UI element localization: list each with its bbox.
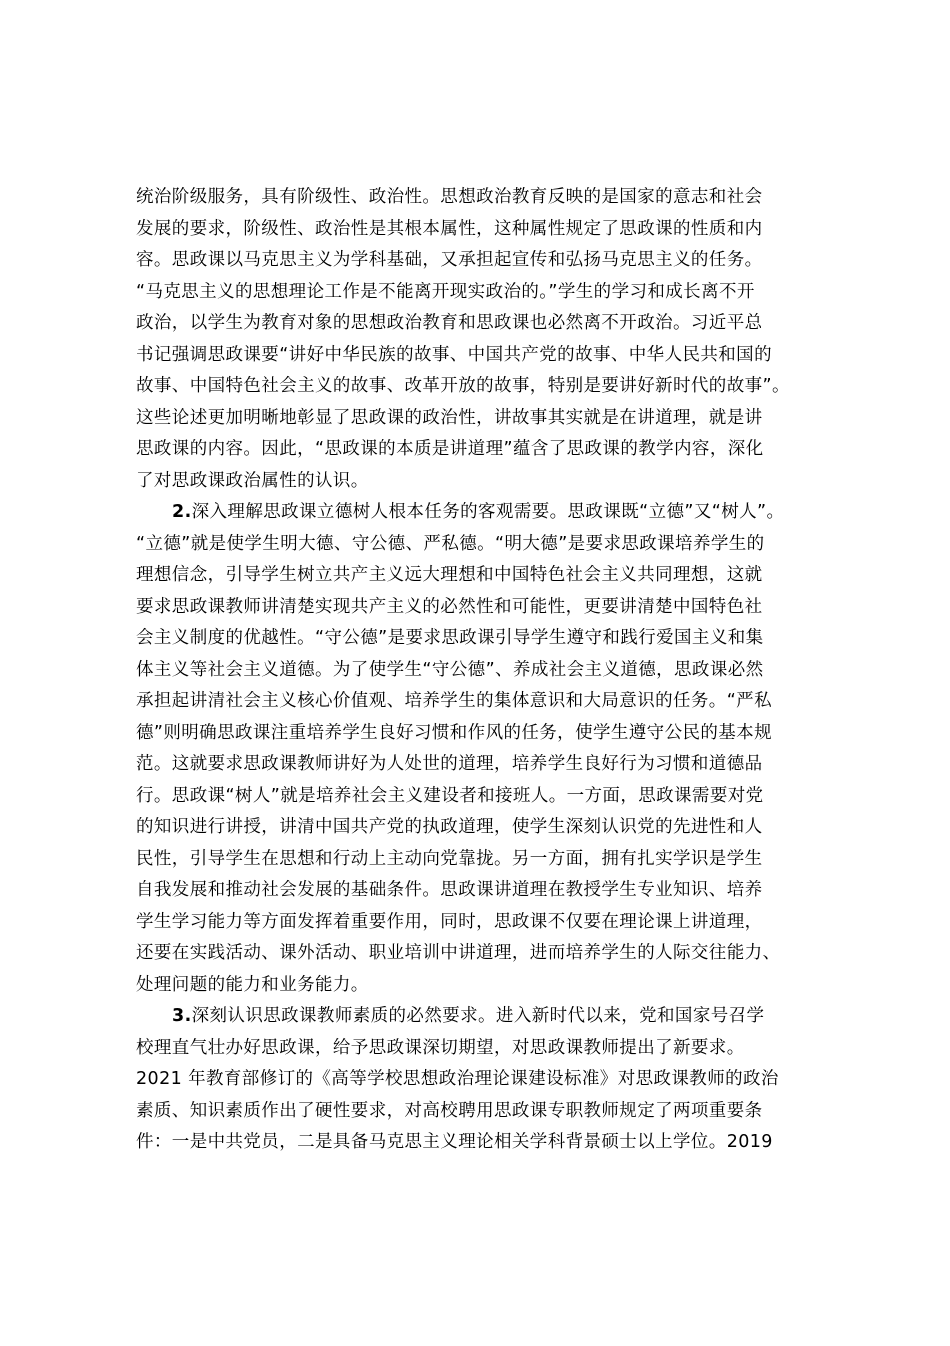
text-line: 承担起讲清社会主义核心价值观、培养学生的集体意识和大局意识的任务。“严私 <box>136 691 772 711</box>
text-line: 校理直气壮办好思政课，给予思政课深切期望，对思政课教师提出了新要求。 <box>136 1037 745 1058</box>
text-line: 的知识进行讲授，讲清中国共产党的执政道理，使学生深刻认识党的先进性和人 <box>136 817 763 837</box>
paragraph-2 <box>136 497 826 1001</box>
paragraph-1 <box>136 182 826 497</box>
text-line: 民性，引导学生在思想和行动上主动向党靠拢。另一方面，拥有扎实学识是学生 <box>136 848 763 869</box>
text-line-content: 深入理解思政课立德树人根本任务的客观需要。思政课既“立德”又“树人”。 <box>191 502 785 522</box>
paragraph-number: 2. <box>172 502 192 522</box>
text-line <box>136 1001 826 1033</box>
paragraph-number: 3. <box>172 1006 192 1026</box>
text-line: 统治阶级服务，具有阶级性、政治性。思想政治教育反映的是国家的意志和社会 <box>136 187 763 207</box>
text-line: 体主义等社会主义道德。为了使学生“守公德”、养成社会主义道德，思政课必然 <box>136 659 764 680</box>
text-line: “立德”就是使学生明大德、守公德、严私德。“明大德”是要求思政课培养学生的 <box>136 533 765 554</box>
text-line-content: 深刻认识思政课教师素质的必然要求。进入新时代以来，党和国家号召学 <box>191 1006 765 1026</box>
text-line: 书记强调思政课要“讲好中华民族的故事、中国共产党的故事、中华人民共和国的 <box>136 344 772 365</box>
text-line: 自我发展和推动社会发展的基础条件。思政课讲道理在教授学生专业知识、培养 <box>136 880 763 900</box>
text-line: 会主义制度的优越性。“守公德”是要求思政课引导学生遵守和践行爱国主义和集 <box>136 628 764 648</box>
text-line: 件：一是中共党员，二是具备马克思主义理论相关学科背景硕士以上学位。2019 <box>136 1132 773 1152</box>
text-line: 范。这就要求思政课教师讲好为人处世的道理，培养学生良好行为习惯和道德品 <box>136 754 763 774</box>
text-line: 政治，以学生为教育对象的思想政治教育和思政课也必然离不开政治。习近平总 <box>136 313 763 333</box>
paragraph-3 <box>136 1001 826 1159</box>
text-line: 思政课的内容。因此，“思政课的本质是讲道理”蕴含了思政课的教学内容，深化 <box>136 439 764 459</box>
text-line: 处理问题的能力和业务能力。 <box>136 974 369 995</box>
text-line: 故事、中国特色社会主义的故事、改革开放的故事，特别是要讲好新时代的故事”。 <box>136 376 790 396</box>
text-line: 发展的要求，阶级性、政治性是其根本属性，这种属性规定了思政课的性质和内 <box>136 218 763 239</box>
text-line: “马克思主义的思想理论工作是不能离开现实政治的。”学生的学习和成长离不开 <box>136 281 755 302</box>
text-line: 要求思政课教师讲清楚实现共产主义的必然性和可能性，更要讲清楚中国特色社 <box>136 596 763 617</box>
text-line: 容。思政课以马克思主义为学科基础，又承担起宣传和弘扬马克思主义的任务。 <box>136 250 763 270</box>
text-line: 素质、知识素质作出了硬性要求，对高校聘用思政课专职教师规定了两项重要条 <box>136 1100 763 1121</box>
text-line: 了对思政课政治属性的认识。 <box>136 470 369 491</box>
text-line: 德”则明确思政课注重培养学生良好习惯和作风的任务，使学生遵守公民的基本规 <box>136 722 772 743</box>
text-line <box>136 497 826 529</box>
text-line: 学生学习能力等方面发挥着重要作用，同时，思政课不仅要在理论课上讲道理， <box>136 911 763 932</box>
text-line: 这些论述更加明晰地彰显了思政课的政治性，讲故事其实就是在讲道理，就是讲 <box>136 407 763 428</box>
text-line: 理想信念，引导学生树立共产主义远大理想和中国特色社会主义共同理想，这就 <box>136 565 763 585</box>
text-line: 还要在实践活动、课外活动、职业培训中讲道理，进而培养学生的人际交往能力、 <box>136 943 781 963</box>
text-line: 行。思政课“树人”就是培养社会主义建设者和接班人。一方面，思政课需要对党 <box>136 785 764 806</box>
text-line: 2021 年教育部修订的《高等学校思想政治理论课建设标准》对思政课教师的政治 <box>136 1069 779 1089</box>
body-text <box>136 182 826 1159</box>
